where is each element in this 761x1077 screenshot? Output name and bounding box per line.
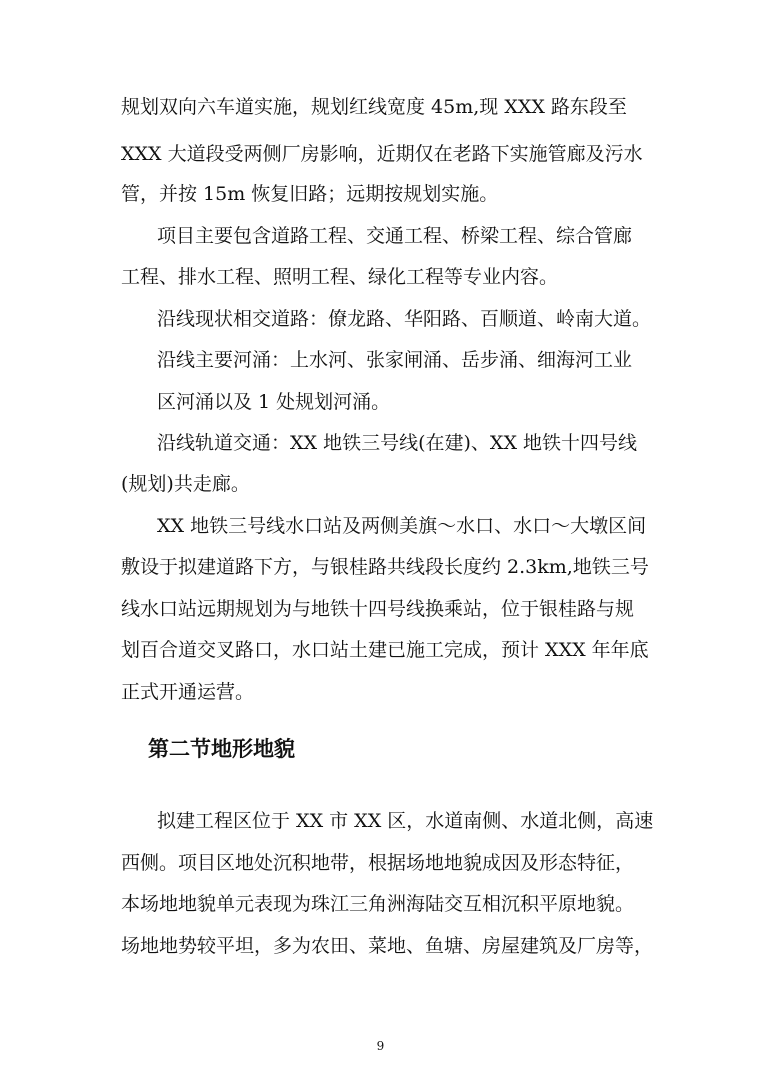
body-text-line: 沿线轨道交通：XX 地铁三号线(在建)、XX 地铁十四号线 xyxy=(157,432,638,454)
body-text-line: 西侧。项目区地处沉积地带，根据场地地貌成因及形态特征， xyxy=(121,852,635,874)
body-text-line: 本场地地貌单元表现为珠江三角洲海陆交互相沉积平原地貌。 xyxy=(121,893,635,915)
body-text-line: 沿线现状相交道路：僚龙路、华阳路、百顺道、岭南大道。 xyxy=(157,308,652,330)
body-text-line: 管，并按 15m 恢复旧路；远期按规划实施。 xyxy=(121,183,499,205)
body-text-line: 线水口站远期规划为与地铁十四号线换乘站，位于银桂路与规 xyxy=(121,598,635,620)
body-text-line: 拟建工程区位于 XX 市 XX 区，水道南侧、水道北侧，高速 xyxy=(157,810,654,832)
body-text-line: XXX 大道段受两侧厂房影响，近期仅在老路下实施管廊及污水 xyxy=(121,143,643,165)
body-text-line: 正式开通运营。 xyxy=(121,681,255,703)
body-text-line: 场地地势较平坦，多为农田、菜地、鱼塘、房屋建筑及厂房等， xyxy=(121,935,654,957)
body-text-line: 敷设于拟建道路下方，与银桂路共线段长度约 2.3km,地铁三号 xyxy=(121,556,649,578)
body-text-line: 工程、排水工程、照明工程、绿化工程等专业内容。 xyxy=(121,266,559,288)
body-text-line: 沿线主要河涌：上水河、张家闸涌、岳步涌、细海河工业 xyxy=(157,349,633,371)
page-number: 9 xyxy=(376,1039,385,1053)
body-text-line: XX 地铁三号线水口站及两侧美旗～水口、水口～大墩区间 xyxy=(157,515,647,537)
body-text-line: 规划双向六车道实施，规划红线宽度 45m,现 XXX 路东段至 xyxy=(121,96,627,118)
section-heading: 第二节地形地貌 xyxy=(148,736,295,761)
body-text-line: 区河涌以及 1 处规划河涌。 xyxy=(157,391,391,413)
body-text-line: 项目主要包含道路工程、交通工程、桥梁工程、综合管廊 xyxy=(157,225,633,247)
body-text-line: (规划)共走廊。 xyxy=(121,473,250,495)
body-text-line: 划百合道交叉路口，水口站土建已施工完成，预计 XXX 年年底 xyxy=(121,639,649,661)
